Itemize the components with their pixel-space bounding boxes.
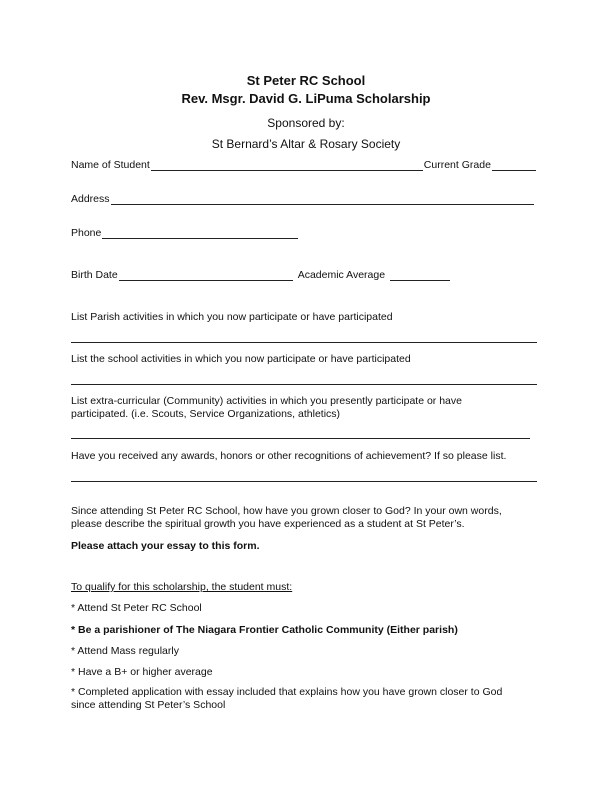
phone-row	[71, 227, 299, 239]
phone-label: Phone	[71, 227, 102, 239]
sponsor-name: St Bernard’s Altar & Rosary Society	[211, 137, 401, 151]
requirement-item: * Completed application with essay included that explains how you have grown closer to God	[71, 686, 503, 698]
essay-prompt-line1: Since attending St Peter RC School, how have you grown closer to God? In your own words,	[71, 505, 502, 517]
scholarship-title: Rev. Msgr. David G. LiPuma Scholarship	[181, 91, 431, 106]
birth-label: Birth Date	[71, 269, 118, 281]
birth-average-row	[71, 269, 451, 281]
extra-answer-line[interactable]	[71, 438, 530, 439]
requirement-item-continuation: since attending St Peter’s School	[71, 699, 226, 711]
phone-field[interactable]	[102, 228, 298, 239]
address-field[interactable]	[111, 194, 534, 205]
sponsored-by-label: Sponsored by:	[267, 116, 345, 130]
school-answer-line[interactable]	[71, 384, 537, 385]
essay-prompt-line2: please describe the spiritual growth you have experienced as a student at St Peter’s.	[71, 518, 465, 530]
extra-question-line1: List extra-curricular (Community) activities in which you presently participate or have	[71, 395, 462, 407]
requirement-item: * Attend St Peter RC School	[71, 602, 202, 614]
requirement-item: * Have a B+ or higher average	[71, 666, 213, 678]
grade-label: Current Grade	[423, 159, 491, 171]
school-title: St Peter RC School	[246, 73, 366, 88]
awards-answer-line[interactable]	[71, 481, 537, 482]
requirements-heading: To qualify for this scholarship, the student must:	[71, 581, 293, 593]
extra-question-line2: participated. (i.e. Scouts, Service Organizations, athletics)	[71, 408, 341, 420]
essay-attach-note: Please attach your essay to this form.	[71, 540, 260, 552]
requirement-item-parishioner: * Be a parishioner of The Niagara Frontier Catholic Community (Either parish)	[71, 624, 458, 636]
parish-question: List Parish activities in which you now participate or have participated	[71, 311, 393, 323]
address-row	[71, 193, 535, 205]
name-grade-row	[71, 159, 537, 171]
name-label: Name of Student	[71, 159, 150, 171]
average-field[interactable]	[390, 270, 450, 281]
birth-field[interactable]	[119, 270, 293, 281]
school-question: List the school activities in which you now participate or have participated	[71, 353, 411, 365]
requirement-item: * Attend Mass regularly	[71, 645, 179, 657]
awards-question: Have you received any awards, honors or other recognitions of achievement? If so please list.	[71, 450, 507, 462]
address-label: Address	[71, 193, 110, 205]
average-label: Academic Average	[297, 269, 386, 281]
grade-field[interactable]	[492, 160, 536, 171]
name-field[interactable]	[151, 160, 423, 171]
parish-answer-line[interactable]	[71, 342, 537, 343]
